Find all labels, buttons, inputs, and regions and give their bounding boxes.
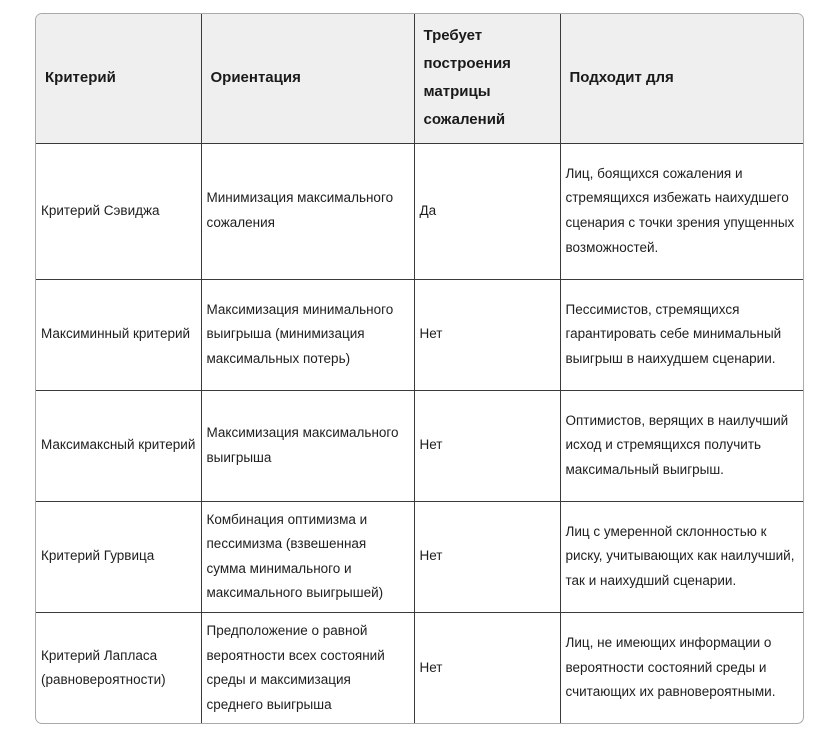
cell-requires-matrix: Нет	[414, 612, 560, 723]
table-row	[36, 501, 803, 612]
cell-requires-matrix: Нет	[414, 279, 560, 390]
header-requires-matrix: Требует построения матрицы сожалений	[414, 14, 560, 143]
cell-orientation: Максимизация максимального выигрыша	[201, 390, 414, 501]
cell-criterion: Критерий Лапласа (равновероятности)	[36, 612, 201, 723]
cell-requires-matrix: Нет	[414, 390, 560, 501]
criteria-comparison-table	[36, 14, 803, 723]
table-row	[36, 390, 803, 501]
table-row	[36, 143, 803, 279]
header-criterion: Критерий	[36, 14, 201, 143]
cell-orientation: Минимизация максимального сожаления	[201, 143, 414, 279]
comparison-table-container	[35, 13, 804, 724]
table-row	[36, 612, 803, 723]
header-orientation: Ориентация	[201, 14, 414, 143]
cell-orientation: Максимизация минимального выигрыша (минимизация максимальных потерь)	[201, 279, 414, 390]
cell-suitable-for: Пессимистов, стремящихся гарантировать себе минимальный выигрыш в наихудшем сценарии.	[560, 279, 803, 390]
cell-requires-matrix: Нет	[414, 501, 560, 612]
cell-requires-matrix: Да	[414, 143, 560, 279]
cell-orientation: Комбинация оптимизма и пессимизма (взвешенная сумма минимального и максимального выигрышей)	[201, 501, 414, 612]
cell-suitable-for: Лиц, боящихся сожаления и стремящихся избежать наихудшего сценария с точки зрения упущенных возможностей.	[560, 143, 803, 279]
cell-criterion: Критерий Сэвиджа	[36, 143, 201, 279]
cell-criterion: Максиминный критерий	[36, 279, 201, 390]
cell-suitable-for: Лиц, не имеющих информации о вероятности состояний среды и считающих их равновероятными.	[565, 635, 776, 700]
cell-orientation: Предположение о равной вероятности всех состояний среды и максимизация среднего выигрыша	[201, 612, 414, 723]
cell-suitable-for: Лиц с умеренной склонностью к риску, учитывающих как наилучший, так и наихудший сценарии.	[560, 501, 803, 612]
cell-criterion: Критерий Гурвица	[36, 501, 201, 612]
header-suitable-for: Подходит для	[560, 14, 803, 143]
cell-suitable-for: Оптимистов, верящих в наилучший исход и стремящихся получить максимальный выигрыш.	[560, 390, 803, 501]
table-row	[36, 279, 803, 390]
cell-criterion: Максимаксный критерий	[36, 390, 201, 501]
table-header-row	[36, 14, 803, 143]
